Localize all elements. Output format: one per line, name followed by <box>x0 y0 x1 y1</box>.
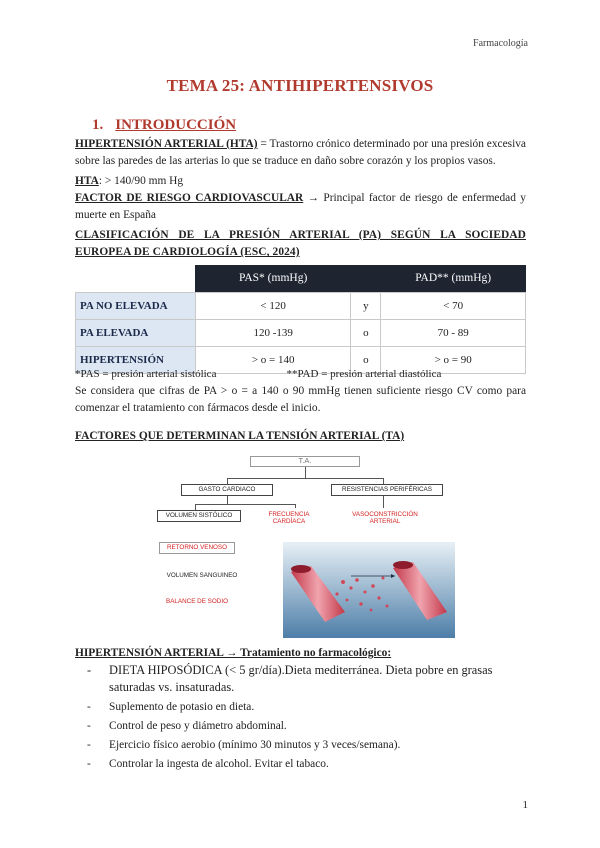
page-title: TEMA 25: ANTIHIPERTENSIVOS <box>166 76 434 95</box>
hta-threshold <box>75 173 526 190</box>
row-conj: o <box>351 346 381 373</box>
classification-heading: CLASIFICACIÓN DE LA PRESIÓN ARTERIAL (PA) SEGÚN LA SOCIEDAD EUROPEA DE CARDIOLOGÍA (ESC, 2024) <box>75 229 526 259</box>
blood-vessel-illustration <box>283 542 455 638</box>
list-item: - DIETA HIPOSÓDICA (< 5 gr/día).Dieta mediterránea. Dieta pobre en grasas saturadas vs. insaturadas. <box>87 662 527 697</box>
table-footnotes <box>75 366 526 383</box>
diagram-gasto-cardiaco: GASTO CARDIACO <box>181 484 273 496</box>
row-pad: < 70 <box>381 292 526 319</box>
hta-value: : > 140/90 mm Hg <box>98 175 184 187</box>
diagram-retorno-venoso: RETORNO VENOSO <box>159 542 235 554</box>
table-header-conj <box>351 265 381 292</box>
diagram-frecuencia: FRECUENCIA CARDÍACA <box>253 508 325 530</box>
footnote-pas: *PAS = presión arterial sistólica <box>75 368 217 380</box>
row-pas: < 120 <box>195 292 351 319</box>
factor-def: → Principal factor de riesgo de enfermedad y muerte en España <box>75 192 526 222</box>
row-conj: y <box>351 292 381 319</box>
list-item: - Controlar la ingesta de alcohol. Evitar el tabaco. <box>87 756 527 773</box>
table-header-pas: PAS* (mmHg) <box>195 265 351 292</box>
section-heading <box>92 117 236 134</box>
row-pad: 70 - 89 <box>381 319 526 346</box>
ta-factors-diagram <box>155 448 455 628</box>
list-item: - Control de peso y diámetro abdominal. <box>87 718 527 735</box>
bp-classification-table <box>75 265 526 374</box>
header-subject: Farmacología <box>473 38 528 49</box>
factors-heading: FACTORES QUE DETERMINAN LA TENSIÓN ARTERIAL (TA) <box>75 430 405 442</box>
row-pas: 120 -139 <box>195 319 351 346</box>
table-row <box>76 319 526 346</box>
row-label: PA NO ELEVADA <box>76 292 196 319</box>
nonpharm-heading: HIPERTENSIÓN ARTERIAL → Tratamiento no farmacológico: <box>75 647 392 659</box>
diagram-resistencias: RESISTENCIAS PERIFÉRICAS <box>331 484 443 496</box>
hta-definition <box>75 136 526 171</box>
hta-term: HIPERTENSIÓN ARTERIAL (HTA) <box>75 138 258 150</box>
table-header-row <box>76 265 526 292</box>
treatment-note: Se considera que cifras de PA > o = a 140 o 90 mmHg tienen suficiente riesgo CV como para comenzar el tratamiento con fármacos desde el inicio. <box>75 385 526 415</box>
page-number: 1 <box>522 799 528 811</box>
table-header-pad: PAD** (mmHg) <box>381 265 526 292</box>
list-item: - Ejercicio físico aerobio (mínimo 30 minutos y 3 veces/semana). <box>87 737 527 754</box>
row-pad: > o = 90 <box>381 346 526 373</box>
diagram-vasoconstriccion: VASOCONSTRICCIÓN ARTERIAL <box>345 508 425 530</box>
diagram-volumen-sistolico: VOLUMEN SISTÓLICO <box>157 510 241 522</box>
table-row <box>76 292 526 319</box>
nonpharm-list <box>87 662 527 776</box>
diagram-balance-sodio: BALANCE DE SODIO <box>159 596 235 608</box>
row-conj: o <box>351 319 381 346</box>
section-number: 1. <box>92 117 104 133</box>
row-label: HIPERTENSIÓN <box>76 346 196 373</box>
diagram-volumen-sanguineo: VOLUMEN SANGUINEO <box>159 570 245 582</box>
table-header-blank <box>76 265 196 292</box>
hta-def: = Trastorno crónico determinado por una presión excesiva sobre las paredes de las arterias lo que se traduce en daño sobre corazón y los propios vasos. <box>75 138 526 168</box>
hta-short: HTA <box>75 175 99 187</box>
row-label: PA ELEVADA <box>76 319 196 346</box>
diagram-ta: T.A. <box>250 456 360 467</box>
footnote-pad: **PAD = presión arterial diastólica <box>286 368 442 380</box>
risk-factor <box>75 190 526 225</box>
row-pas: > o = 140 <box>195 346 351 373</box>
section-label: INTRODUCCIÓN <box>115 117 237 133</box>
list-item: - Suplemento de potasio en dieta. <box>87 699 527 716</box>
factor-term: FACTOR DE RIESGO CARDIOVASCULAR <box>75 192 304 204</box>
